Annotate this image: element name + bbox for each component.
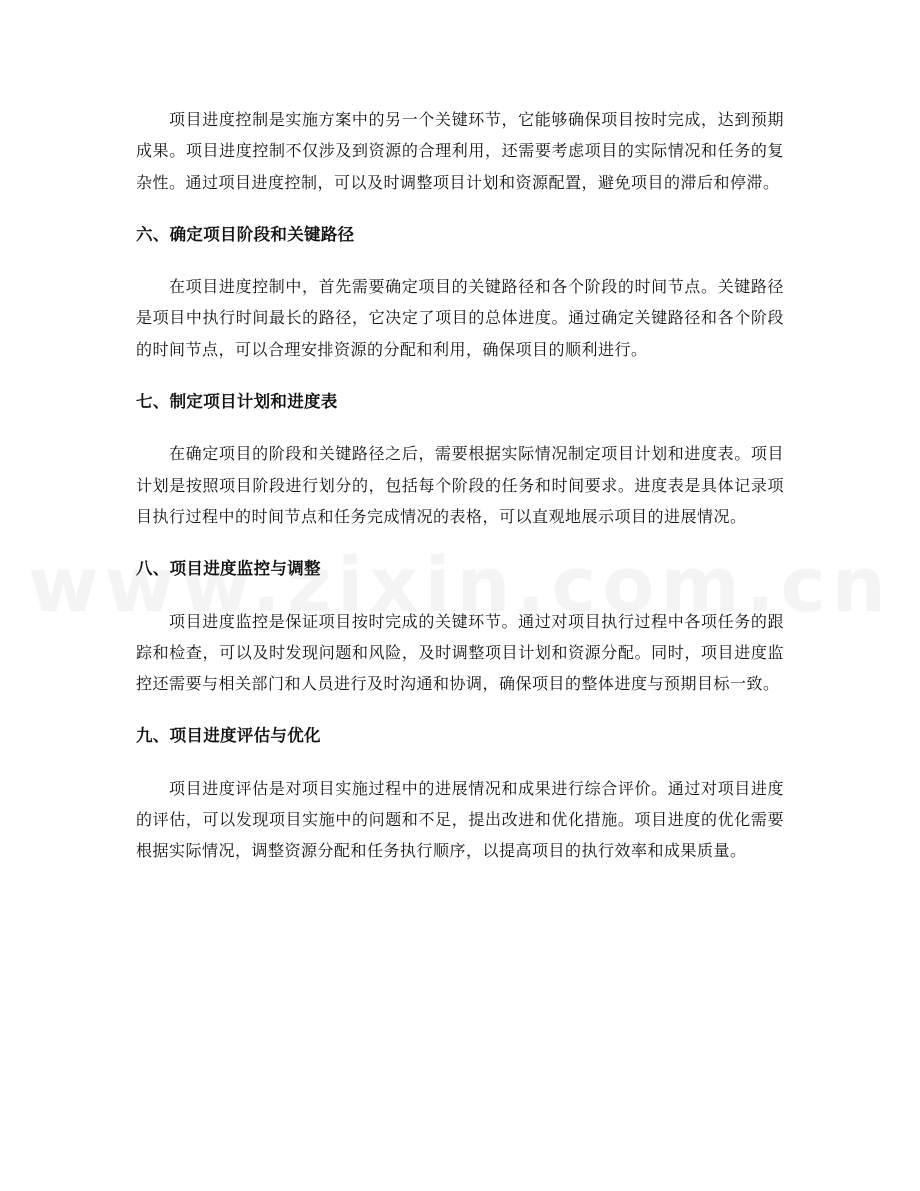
section-heading: 九、项目进度评估与优化 <box>136 726 321 746</box>
section-heading: 六、确定项目阶段和关键路径 <box>136 224 355 244</box>
section-heading: 八、项目进度监控与调整 <box>136 559 321 579</box>
section-paragraph: 项目进度评估是对项目实施过程中的进展情况和成果进行综合评价。通过对项目进度的评估，可以发现项目实施中的问题和不足，提出改进和优化措施。项目进度的优化需要根据实际情况，调整资源分配和任务执行顺序，以提高项目的执行效率和成果质量。 <box>136 778 784 861</box>
section-6 <box>136 219 784 365</box>
section-heading: 七、制定项目计划和进度表 <box>136 392 338 412</box>
section-paragraph: 在项目进度控制中，首先需要确定项目的关键路径和各个阶段的时间节点。关键路径是项目中执行时间最长的路径，它决定了项目的总体进度。通过确定关键路径和各个阶段的时间节点，可以合理安排资源的分配和利用，确保项目的顺利进行。 <box>136 277 784 359</box>
section-paragraph: 项目进度监控是保证项目按时完成的关键环节。通过对项目执行过程中各项任务的跟踪和检查，可以及时发现问题和风险，及时调整项目计划和资源分配。同时，项目进度监控还需要与相关部门和人员进行及时沟通和协调，确保项目的整体进度与预期目标一致。 <box>136 611 784 694</box>
section-paragraph: 在确定项目的阶段和关键路径之后，需要根据实际情况制定项目计划和进度表。项目计划是按照项目阶段进行划分的，包括每个阶段的任务和时间要求。进度表是具体记录项目执行过程中的时间节点和任务完成情况的表格，可以直观地展示项目的进展情况。 <box>136 444 784 526</box>
section-7 <box>136 386 784 532</box>
section-9 <box>136 720 784 866</box>
section-8 <box>136 553 784 699</box>
intro-paragraph: 项目进度控制是实施方案中的另一个关键环节，它能够确保项目按时完成，达到预期成果。项目进度控制不仅涉及到资源的合理利用，还需要考虑项目的实际情况和任务的复杂性。通过项目进度控制，可以及时调整项目计划和资源配置，避免项目的滞后和停滞。 <box>136 110 784 192</box>
document-body <box>136 104 784 867</box>
